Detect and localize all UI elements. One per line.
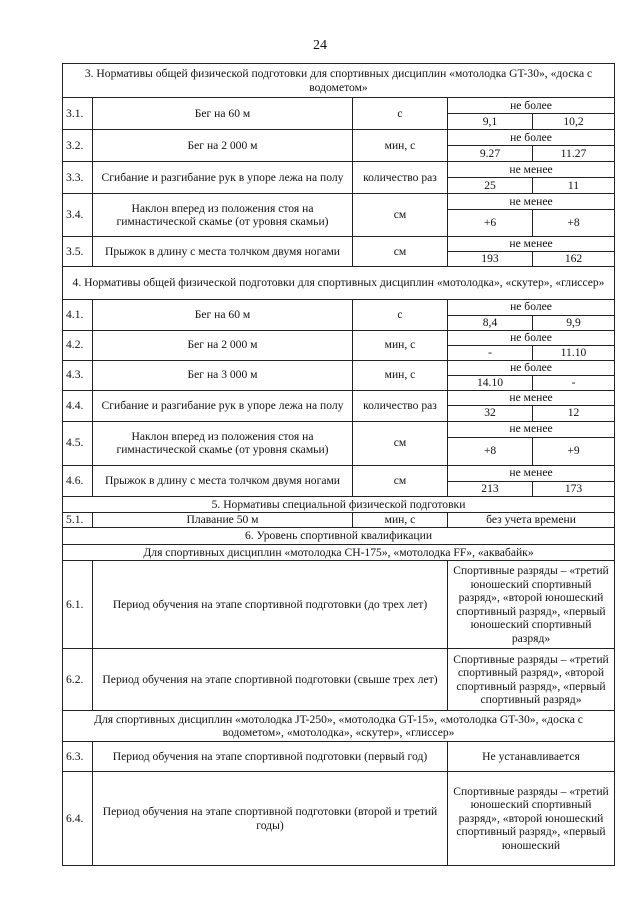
exercise-name: Сгибание и разгибание рук в упоре лежа на полу [93, 390, 353, 421]
table-row [63, 360, 615, 375]
unit: см [353, 237, 448, 267]
value-1: 9,1 [448, 114, 533, 130]
row-number: 6.3. [63, 742, 93, 772]
condition: не менее [448, 237, 615, 252]
row-number: 5.1. [63, 513, 93, 528]
row-number: 3.3. [63, 162, 93, 194]
row-number: 3.2. [63, 130, 93, 162]
row-number: 6.1. [63, 561, 93, 649]
section-title: 6. Уровень спортивной квалификации [63, 528, 615, 545]
section-title: 4. Нормативы общей физической подготовки для спортивных дисциплин «мотолодка», «скутер», «глиссер» [63, 266, 615, 299]
condition: не более [448, 360, 615, 375]
qualification: Не устанавливается [448, 742, 615, 772]
condition: не менее [448, 162, 615, 178]
value-1: 32 [448, 405, 533, 421]
value-1: +6 [448, 210, 533, 237]
exercise-name: Бег на 60 м [93, 299, 353, 330]
unit: мин, с [353, 513, 448, 528]
table-row [63, 390, 615, 405]
exercise-name: Бег на 3 000 м [93, 360, 353, 390]
value-1: 25 [448, 178, 533, 194]
table-row [63, 330, 615, 345]
table-row [63, 772, 615, 866]
row-number: 3.5. [63, 237, 93, 267]
value-2: +8 [533, 210, 615, 237]
row-number: 4.1. [63, 299, 93, 330]
section-title: 3. Нормативы общей физической подготовки для спортивных дисциплин «мотолодка GT-30», «доска с водометом» [63, 64, 615, 98]
unit: с [353, 299, 448, 330]
table-row [63, 194, 615, 210]
table-row [63, 299, 615, 315]
value-2: 10,2 [533, 114, 615, 130]
table-row [63, 237, 615, 252]
period-name: Период обучения на этапе спортивной подготовки (свыше трех лет) [93, 649, 448, 711]
qualification: Спортивные разряды – «третий юношеский спортивный разряд», «второй юношеский спортивный разряд», «первый юношеский спортивный разряд» [448, 561, 615, 649]
row-number: 4.4. [63, 390, 93, 421]
group-subtitle: Для спортивных дисциплин «мотолодка CH-175», «мотолодка FF», «аквабайк» [63, 544, 615, 561]
exercise-name: Сгибание и разгибание рук в упоре лежа на полу [93, 162, 353, 194]
page-number: 24 [313, 38, 327, 53]
exercise-name: Бег на 2 000 м [93, 130, 353, 162]
condition: не менее [448, 465, 615, 481]
value-1: 14.10 [448, 375, 533, 390]
period-name: Период обучения на этапе спортивной подготовки (первый год) [93, 742, 448, 772]
qualification: Спортивные разряды – «третий юношеский спортивный разряд», «второй юношеский спортивный разряд», «первый юношеский [448, 772, 615, 866]
exercise-name: Наклон вперед из положения стоя на гимнастической скамье (от уровня скамьи) [93, 194, 353, 237]
condition: не более [448, 98, 615, 114]
value: без учета времени [448, 513, 615, 528]
unit: мин, с [353, 130, 448, 162]
table-row [63, 98, 615, 114]
value-2: +9 [533, 437, 615, 465]
row-number: 6.2. [63, 649, 93, 711]
unit: количество раз [353, 390, 448, 421]
exercise-name: Бег на 60 м [93, 98, 353, 130]
row-number: 3.1. [63, 98, 93, 130]
condition: не более [448, 330, 615, 345]
table-row [63, 649, 615, 711]
unit: мин, с [353, 330, 448, 360]
value-2: 11.27 [533, 146, 615, 162]
value-2: 12 [533, 405, 615, 421]
table-row [63, 162, 615, 178]
exercise-name: Плавание 50 м [93, 513, 353, 528]
exercise-name: Бег на 2 000 м [93, 330, 353, 360]
value-2: - [533, 375, 615, 390]
standards-table [62, 63, 615, 866]
value-2: 11 [533, 178, 615, 194]
value-1: 213 [448, 481, 533, 496]
exercise-name: Прыжок в длину с места толчком двумя ногами [93, 237, 353, 267]
condition: не менее [448, 194, 615, 210]
condition: не менее [448, 421, 615, 437]
unit: количество раз [353, 162, 448, 194]
period-name: Период обучения на этапе спортивной подготовки (второй и третий годы) [93, 772, 448, 866]
table-row [63, 465, 615, 481]
exercise-name: Наклон вперед из положения стоя на гимнастической скамье (от уровня скамьи) [93, 421, 353, 465]
value-1: +8 [448, 437, 533, 465]
unit: см [353, 194, 448, 237]
unit: см [353, 465, 448, 496]
row-number: 3.4. [63, 194, 93, 237]
row-number: 4.5. [63, 421, 93, 465]
unit: см [353, 421, 448, 465]
section-title: 5. Нормативы специальной физической подготовки [63, 496, 615, 513]
value-2: 11.10 [533, 345, 615, 360]
unit: мин, с [353, 360, 448, 390]
value-1: 8,4 [448, 315, 533, 330]
row-number: 4.2. [63, 330, 93, 360]
table-row [63, 561, 615, 649]
period-name: Период обучения на этапе спортивной подготовки (до трех лет) [93, 561, 448, 649]
exercise-name: Прыжок в длину с места толчком двумя ногами [93, 465, 353, 496]
unit: с [353, 98, 448, 130]
table-row [63, 130, 615, 146]
row-number: 4.3. [63, 360, 93, 390]
value-2: 173 [533, 481, 615, 496]
table-row [63, 513, 615, 528]
group-subtitle: Для спортивных дисциплин «мотолодка JT-250», «мотолодка GT-15», «мотолодка GT-30», «доска с водометом», «мотолодка», «скутер», «глиссер» [63, 711, 615, 742]
condition: не менее [448, 390, 615, 405]
value-1: 193 [448, 252, 533, 267]
qualification: Спортивные разряды – «третий спортивный разряд», «второй спортивный разряд», «первый спортивный разряд» [448, 649, 615, 711]
table-row [63, 742, 615, 772]
value-2: 9,9 [533, 315, 615, 330]
condition: не более [448, 130, 615, 146]
value-2: 162 [533, 252, 615, 267]
row-number: 6.4. [63, 772, 93, 866]
condition: не более [448, 299, 615, 315]
row-number: 4.6. [63, 465, 93, 496]
table-row [63, 421, 615, 437]
value-1: - [448, 345, 533, 360]
value-1: 9.27 [448, 146, 533, 162]
